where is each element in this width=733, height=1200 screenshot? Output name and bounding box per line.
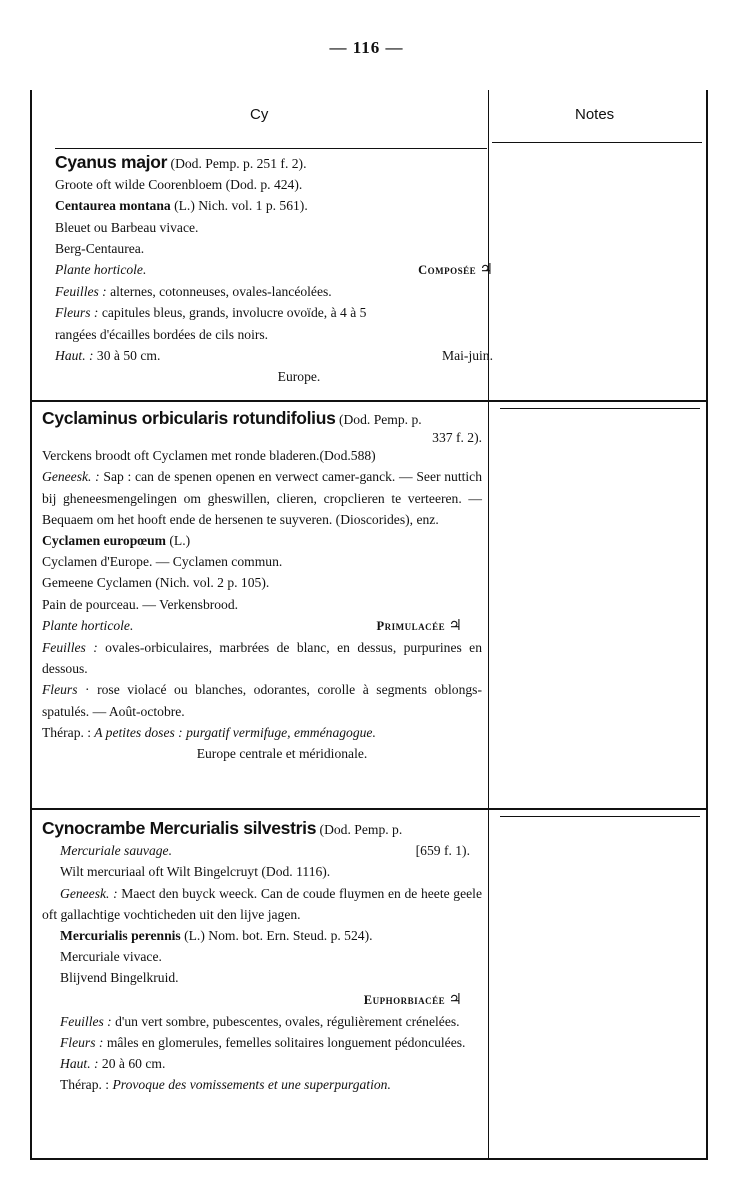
french-name: Mercuriale sauvage. bbox=[60, 843, 172, 859]
common-name: Cyclamen d'Europe. — Cyclamen commun. bbox=[42, 554, 283, 570]
perennial-symbol: ♃ bbox=[448, 617, 462, 634]
fleurs-label: Fleurs bbox=[42, 682, 78, 698]
column-header-notes: Notes bbox=[575, 106, 615, 123]
fleurs-text: · rose violacé ou blanches, odorantes, corolle à segments oblongs-spatulés. — Août-octobre. bbox=[42, 682, 482, 719]
fleurs-label: Fleurs : bbox=[55, 305, 99, 321]
feuilles-label: Feuilles : bbox=[55, 284, 107, 300]
synonym-name: Cyclamen europœum bbox=[42, 533, 166, 549]
common-name: Blijvend Bingelkruid. bbox=[60, 970, 179, 986]
haut-label: Haut. : bbox=[60, 1056, 99, 1072]
entry-cyanus bbox=[55, 152, 513, 387]
geneesk-label: Geneesk. : bbox=[60, 885, 118, 901]
entry-reference: (Dod. Pemp. p. 251 f. 2). bbox=[167, 156, 307, 171]
entry-reference: 337 f. 2). bbox=[432, 430, 482, 446]
entry-title: Cyclaminus orbicularis rotundifolius bbox=[42, 408, 336, 428]
plant-family: Euphorbiacée bbox=[363, 992, 446, 1007]
entry-title: Cynocrambe Mercurialis silvestris bbox=[42, 818, 317, 838]
page-number: — 116 — bbox=[329, 38, 404, 57]
region: Europe centrale et méridionale. bbox=[196, 746, 368, 762]
synonym-name: Mercurialis perennis bbox=[60, 928, 181, 944]
therap-text: Provoque des vomissements et une superpurgation. bbox=[109, 1077, 391, 1093]
entry-reference: (Dod. Pemp. p. bbox=[316, 822, 403, 837]
perennial-symbol: ♃ bbox=[448, 991, 462, 1008]
entry-reference: [659 f. 1). bbox=[415, 843, 470, 859]
common-name: Bleuet ou Barbeau vivace. bbox=[55, 219, 199, 235]
common-name: Gemeene Cyclamen (Nich. vol. 2 p. 105). bbox=[42, 575, 270, 591]
synonym-name: Centaurea montana bbox=[55, 198, 171, 214]
entry-cynocrambe bbox=[42, 818, 482, 1096]
haut-text: 20 à 60 cm. bbox=[98, 1056, 166, 1072]
entry-cyclaminus bbox=[42, 408, 482, 764]
season: Mai-juin. bbox=[442, 347, 493, 363]
feuilles-text: ovales-orbiculaires, marbrées de blanc, en dessus, purpurines en dessous. bbox=[42, 640, 483, 677]
feuilles-text: alternes, cotonneuses, ovales-lancéolées. bbox=[106, 284, 332, 300]
synonym-reference: (L.) Nich. vol. 1 p. 561). bbox=[170, 198, 308, 214]
therap-label: Thérap. : bbox=[42, 724, 92, 740]
fleurs-label: Fleurs : bbox=[60, 1035, 104, 1051]
therap-text: A petites doses : purgatif vermifuge, emménagogue. bbox=[91, 724, 376, 740]
feuilles-label: Feuilles : bbox=[42, 640, 98, 656]
common-name: Mercuriale vivace. bbox=[60, 949, 162, 965]
vernacular-name: Verckens broodt oft Cyclamen met ronde bladeren.(Dod.588) bbox=[42, 448, 376, 464]
column-header-main: Cy bbox=[250, 106, 269, 123]
synonym-reference: (L.) Nom. bot. Ern. Steud. p. 524). bbox=[180, 928, 373, 944]
therap-label: Thérap. : bbox=[60, 1077, 110, 1093]
synonym-reference: (L.) bbox=[165, 533, 191, 549]
plant-type: Plante horticole. bbox=[42, 617, 134, 633]
geneesk-label: Geneesk. : bbox=[42, 469, 100, 485]
feuilles-text: d'un vert sombre, pubescentes, ovales, régulièrement crénelées. bbox=[111, 1013, 460, 1029]
haut-text: 30 à 50 cm. bbox=[93, 347, 161, 363]
vernacular-name: Wilt mercuriaal oft Wilt Bingelcruyt (Dod. 1116). bbox=[60, 864, 331, 880]
plant-family: Composée bbox=[418, 263, 477, 278]
geneesk-text: Maect den buyck weeck. Can de coude fluymen en de heete geele oft gallachtige vochticheden uit den lijve jagen. bbox=[42, 885, 482, 922]
fleurs-text: rangées d'écailles bordées de cils noirs. bbox=[55, 326, 269, 342]
geneesk-text: Sap : can de spenen openen en verwect camer-ganck. — Seer nuttich bij gheneesmengelingen om gheswillen, clieren, cropclieren te verteeren. — Bequaem om het hooft ende de hersenen te suyveren. (Dioscorides), enz. bbox=[42, 469, 482, 527]
common-name: Pain de pourceau. — Verkensbrood. bbox=[42, 596, 239, 612]
fleurs-text: capitules bleus, grands, involucre ovoïde, à 4 à 5 bbox=[98, 305, 367, 321]
fleurs-text: mâles en glomerules, femelles solitaires longuement pédonculées. bbox=[103, 1035, 466, 1051]
entry-reference: (Dod. Pemp. p. bbox=[335, 412, 422, 427]
perennial-symbol: ♃ bbox=[479, 262, 493, 279]
plant-type: Plante horticole. bbox=[55, 262, 147, 278]
vernacular-name: Groote oft wilde Coorenbloem (Dod. p. 424). bbox=[55, 177, 303, 193]
common-name: Berg-Centaurea. bbox=[55, 240, 145, 256]
feuilles-label: Feuilles : bbox=[60, 1013, 112, 1029]
plant-family: Primulacée bbox=[376, 618, 446, 633]
region: Europe. bbox=[277, 369, 321, 385]
entry-title: Cyanus major bbox=[55, 152, 168, 172]
haut-label: Haut. : bbox=[55, 347, 94, 363]
